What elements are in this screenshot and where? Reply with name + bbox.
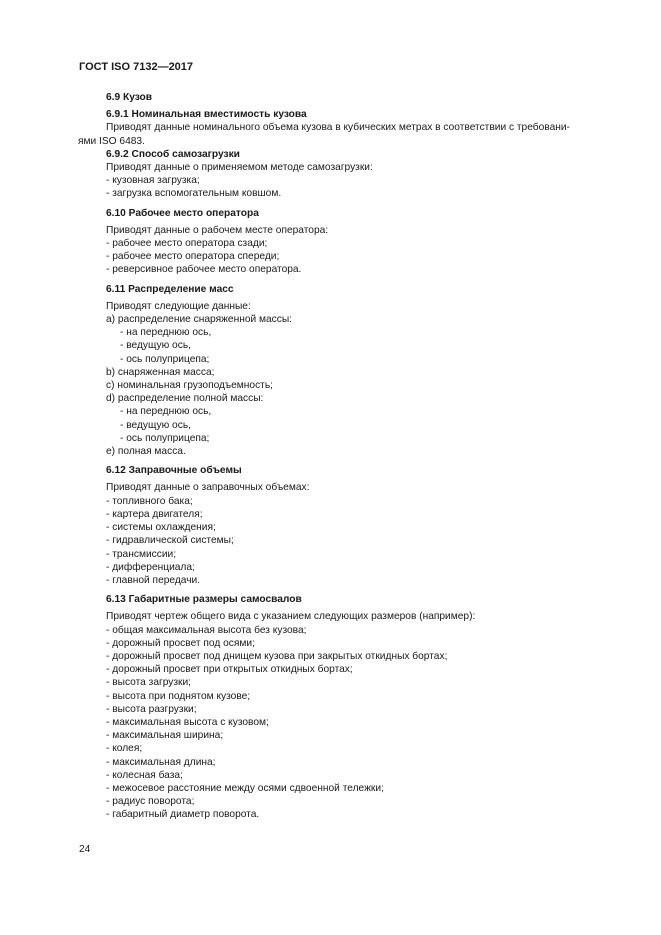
list-item: e) полная масса.: [106, 446, 186, 458]
list-item: - картера двигателя;: [106, 508, 203, 520]
section-6-9: [78, 91, 618, 201]
list-item: - на переднюю ось,: [120, 406, 212, 418]
list-item: - ведущую ось,: [120, 419, 191, 431]
list-item: - на переднюю ось,: [120, 327, 212, 339]
list-item: - дорожный просвет под осями;: [106, 637, 255, 649]
paragraph-line: Приводят данные о заправочных объемах:: [106, 482, 310, 494]
section-title: 6.9 Кузов: [106, 92, 153, 103]
list-item: - ось полуприцепа;: [120, 432, 210, 444]
paragraph-line: Приводят следующие данные:: [106, 300, 251, 312]
list-item: - колесная база;: [106, 769, 183, 781]
list-item: - межосевое расстояние между осями сдвоенной тележки;: [106, 782, 384, 794]
list-item: - высота при поднятом кузове;: [106, 690, 251, 702]
list-item: - ведущую ось,: [120, 340, 191, 352]
subsection-title: 6.9.2 Способ самозагрузки: [106, 148, 240, 160]
section-title: 6.11 Распределение масс: [106, 283, 234, 295]
list-item: - рабочее место оператора сзади;: [106, 238, 268, 250]
list-item: b) снаряженная масса;: [106, 366, 215, 378]
paragraph-line: Приводят данные о применяемом методе самозагрузки:: [106, 162, 373, 174]
section-title: 6.13 Габаритные размеры самосвалов: [106, 594, 302, 606]
list-item: - габаритный диаметр поворота.: [106, 809, 260, 821]
page-number: 24: [79, 844, 91, 855]
section-6-11: [106, 283, 618, 459]
list-item: - дифференциала;: [106, 561, 195, 573]
list-item: d) распределение полной массы:: [106, 393, 264, 405]
list-item: а) распределение снаряженной массы:: [106, 314, 293, 326]
section-title: 6.10 Рабочее место оператора: [106, 207, 259, 219]
list-item: - общая максимальная высота без кузова;: [106, 624, 307, 636]
list-item: - реверсивное рабочее место оператора.: [106, 264, 302, 276]
list-item: - максимальная длина;: [106, 756, 216, 768]
list-item: - гидравлической системы;: [106, 535, 234, 547]
paragraph-line: Приводят данные номинального объема кузова в кубических метрах в соответствии с требовани-: [106, 122, 570, 134]
section-6-12: [106, 464, 618, 587]
section-6-10: [106, 207, 618, 277]
paragraph-line: Приводят данные о рабочем месте оператора:: [106, 224, 329, 236]
list-item: c) номинальная грузоподъемность;: [106, 380, 273, 392]
list-item: - рабочее место оператора спереди;: [106, 251, 280, 263]
list-item: - максимальная высота с кузовом;: [106, 716, 269, 728]
list-item: - максимальная ширина;: [106, 730, 224, 742]
section-6-13: [106, 593, 618, 821]
list-item: - дорожный просвет под днищем кузова при закрытых откидных бортах;: [106, 650, 448, 662]
list-item: - системы охлаждения;: [106, 522, 216, 534]
list-item: - колея;: [106, 743, 143, 755]
list-item: - загрузка вспомогательным ковшом.: [106, 188, 282, 200]
paragraph-line: Приводят чертеж общего вида с указанием следующих размеров (например):: [106, 611, 476, 623]
list-item: - высота разгрузки;: [106, 703, 197, 715]
subsection-title: 6.9.1 Номинальная вместимость кузова: [106, 109, 307, 121]
paragraph-line: ями ISO 6483.: [78, 135, 145, 147]
list-item: - дорожный просвет при открытых откидных бортах;: [106, 664, 353, 676]
list-item: - радиус поворота;: [106, 796, 195, 808]
document-header: ГОСТ ISO 7132—2017: [79, 61, 194, 73]
page-content: [78, 91, 618, 822]
list-item: - кузовная загрузка;: [106, 175, 200, 187]
list-item: - топливного бака;: [106, 495, 193, 507]
list-item: - трансмиссии;: [106, 548, 177, 560]
list-item: - ось полуприцепа;: [120, 353, 210, 365]
list-item: - высота загрузки;: [106, 677, 192, 689]
section-title: 6.12 Заправочные объемы: [106, 465, 242, 477]
list-item: - главной передачи.: [106, 574, 201, 586]
